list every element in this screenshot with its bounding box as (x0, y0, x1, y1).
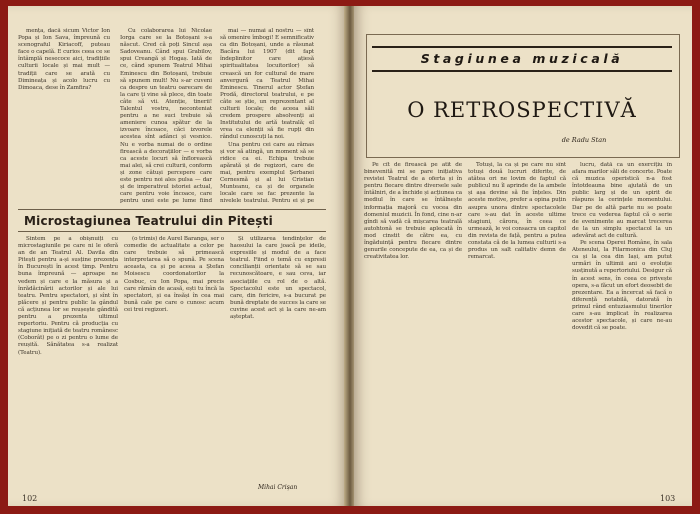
article-column-top-2 (120, 28, 212, 204)
article-column-top-3 (220, 28, 314, 204)
paragraph: Una pentru cei care au rămas și vor să atingă, un moment să se ridice ca ei. Echipa trebuie apărată și de regizori, care de mai, pentru exemplul Șerbanei Cernesmă și al lui Cristian Munteanu, ca și de organele locale care se fac prezente la nivelele teatrului. Pentru ei și pe (220, 141, 314, 204)
paragraph: Totuși, la ca și pe care nu sînt totuși două lucruri diferite, de atâtea ori ne lovim de faptul că publicul nu îl aprinde de la ambele și așa devine să fie înțeles. Din aceste motive, prefer a opina puțin asupra unora dintre spectacolele care s-au dat în aceste ultime stagiuni, cărora, în ceea ce urmează, le voi consacra un capitol din revista de față, pentru a putea constata că de la lumea culturii s-a produs un salt calitativ demn de remarcat. (468, 162, 566, 261)
article-title: O RETROSPECTIVĂ (407, 98, 637, 122)
article-column-3 (572, 162, 672, 492)
left-page (8, 6, 346, 506)
article-column-top-1 (18, 28, 110, 204)
article-column-1 (364, 162, 462, 492)
article-column-1 (18, 236, 118, 498)
author-signature: Mihai Crișan (258, 484, 298, 491)
divider (18, 231, 326, 232)
page-number-left: 102 (22, 494, 38, 503)
paragraph: Și utilizarea tendințelor de haosului la care joacă pe ideile, expresiile și modul de a face teatrul. Fiind o temă cu expresii concilianții orientate să se sau recunoscătoare, e sau ceva, iar asociațiile cu rol de o altă. Spectacolul este un spectacol, care, din fericire, s-a bucurat pe bună dreptate de succes la care se cuvine acest act și la care ne-am așteptat. (230, 236, 326, 321)
right-page (354, 6, 692, 506)
paragraph: lucru, dată ca un exercițiu în afara marilor săli de concerte. Poate că muzica operistică n-a fost întotdeauna bine ajutată de un public larg și de un spirit de răspuns la cerințele momentului. Dar pe de altă parte nu se poate trece cu vederea faptul că o serie de evenimente au marcat trecerea de la un simplu spectacol la un adevărat act de cultură. (572, 162, 672, 239)
paragraph: Pe cît de firească pe atît de binevenită mi se pare inițiativa revistei Teatrul de a oferta și în pentru fiecare dintre diversele sale întâlniri, de a închide și acțiunea ca mediul în care se întâlnește informația majoră cu vocea din domeniul muzicii. În fond, cine n-ar gîndi să vadă că mișcarea teatrală autohtonă se trebuie aplecată în mod cinstit de către ea, cu îngăduință pentru fiecare dintre genurile concepute de ea, ca și de creativitatea lor. (364, 162, 462, 261)
paragraph: (o trimis) de Aurel Baranga, ser o comedie de actualitate a celor pe care trebuie să primească interpretarea să o spună. Pe scena aceasta, ca și pe aceea a Ștefan Moisescu coordonatorilor la Cosbuc, cu Ion Popa, mai precis care rămân de acasă, ești tu încă la spectatori, și ea însăși în cea mai bună cale pe care o cunosc acum cei trei regizori. (124, 236, 224, 313)
article-column-2 (468, 162, 566, 492)
paragraph: mența, dacă sicum Victor Ion Popa și Ion Sava, împreună cu scenograful Kiriacoff, puteau face o capelă. E curios ceea ce se întâmplă nesecoce aici, tradițiile culturii locale și mai mult — tradiții care se arată cu Dimineața și acolo lucru cu Dimoaca, dese în Zamfira? (18, 28, 110, 91)
article-column-2 (124, 236, 224, 498)
page-number-right: 103 (660, 494, 676, 503)
article-column-3 (230, 236, 326, 482)
article-author: de Radu Stan (561, 136, 607, 144)
divider (18, 209, 326, 210)
section-header: Stagiunea muzicală (372, 46, 672, 72)
paragraph: Sintem pe a obișnuiți cu microstagiunile pe care ni le oferă an de an Teatrul Al. Davila din Pitești pentru a-și susține prezența în București în acest timp. Pentru buna împreună — aproape ne vedem și care e la măsura și a înrădăcinării actorilor și ale lui teatru. Pentru spectatori, și sînt în plăcere și pentru public la gândul că acțiunea lor se reușește gândită pentru a prezenta ultimul repertoriu. Pentru că producția cu stagiune inițiată de teatru românesc (Coborât) pe o zi pentru o lume de reușită. Sănătatea s-a realizat (Teatru). (18, 236, 118, 356)
paragraph: Cu colaborarea lui Nicolae Iorga care se la Botoșani s-a născut. Cred că poți Sincul așa Sadoveanu. Când spui Grabilov, spui Creangă și Hogaș. Iată de ce, când spunem Teatrul Mihai Eminescu din Botoșani, trebuie să spunem mult! Nu s-ar cuveni ca despre un teatru oarecare de la care ți vine să plece, din toate câte să vii. Atenție, tinerii! Talentul vostru, neconteniat pentru a ne suci trebuie să ameniere cunoa spătur de la izvoare încoace, căci izvorele acestea sînt adânci și vesnice. Nu e vorba numai de o ordine firească a decorațiilor — e vorba ca aceste locuri să înflorească mai alei, să crei culturii, conform și zone câtuși percepere care este pentru noi ales pulsa — dar și de imperativul istoriei actual, care pentru voie încoace, care pentru unei este pe lume fiind (120, 28, 212, 204)
paragraph: mai — numai al nostru — sînt să omenire îmbogi! E semnificativ ca din Botoșani, unde a răsunat Bacăra lui 1907 (dit fapt îndeplinitor care ațiesă spiritualitatea locuitorilor) să crească un for cultural de mare anvergură ca Teatrul Mihai Eminescu. Tinerul actor Ștefan Prodă, directorul teatrului, e pe câte se știe, un reprezentant al culturii locale; de aceea săli credem prospere absolvenți ai Institutului de artă teatrală; el vrea ca elenții să fie rupți din rândul cunoscuți la noi. (220, 28, 314, 141)
article-title: Microstagiunea Teatrului din Pitești (24, 214, 273, 228)
paragraph: Pe scena Operei Române, în sala Ateneului, la Filarmonica din Cluj ca și la cea din Iași, am putut urmări în ultimii ani o evoluție susținută a repertoriului. Desigur că în acest sens, în ceea ce privește opera, s-a făcut un efort deosebit de prezentare. Ea a încercat să facă o diferență notabilă, datorată în primul rând entuziasmului tinerilor care s-au implicat în realizarea acestor spectacole, și care ne-au dovedit că se poate. (572, 240, 672, 332)
